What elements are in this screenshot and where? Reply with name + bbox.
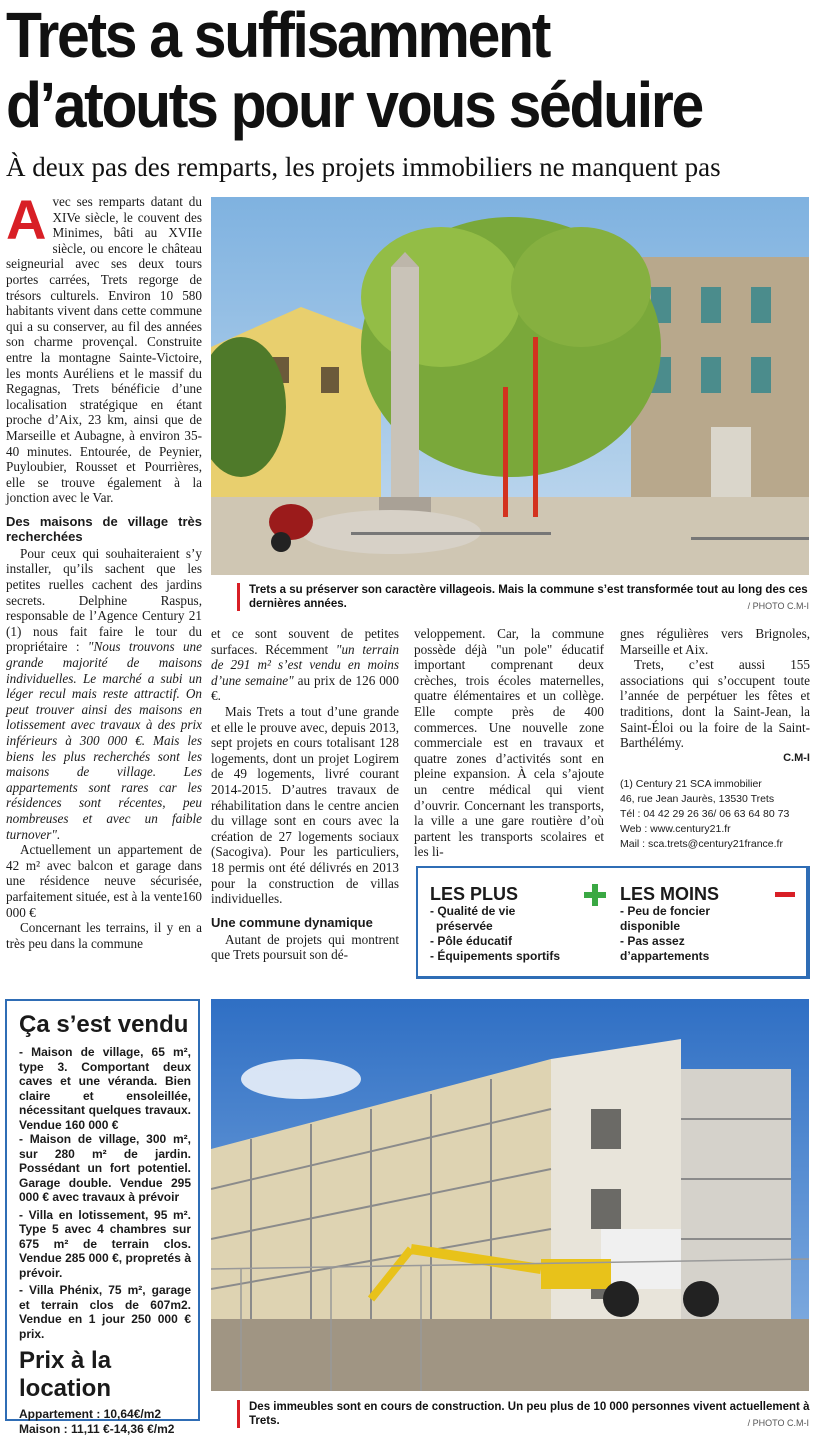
caption-accent-bar [237,1400,240,1428]
plus-item: - Équipements sportifs [430,949,561,963]
article-text: Pour ceux qui souhaiteraient s’y installer, qu’ils sachent que les petites ruelles cachent des jardins secrets. Delphine Raspus, responsable de l’Agence Century 21 (1) nous fait faire le tour du propriétaire : [6,545,202,655]
article-paragraph: Actuellement un appartement de 42 m² avec balcon et garage dans une résidence neuve sécurisée, parfaitement située, est à la vente160 000 € [6,842,202,920]
article-paragraph: vec ses remparts datant du XIVe siècle, le couvent des Minimes, bâti au XVIIe siècle, ou encore le château seigneurial avec ses deux tours portes carrées, Trets regorge de trésors culturels. Environ 10 580 habitants vivent dans cette commune qui a su conserver, au fil des années son charme provençal. Construite entre la montagne Sainte-Victoire, les monts Auréliens et le massif du Regagnas, Trets bénéficie d’une localisation stratégique en étant proche d’Aix, 23 km, ainsi que de Marseille et Aubagne, à environ 35-40 minutes. Entourée, de Peynier, Puyloubier, Rousset et Pourrières, elle se trouve également à la jonction avec le Var. [6,194,202,506]
contact-mail[interactable]: Mail : sca.trets@century21france.fr [620,838,783,850]
article-signature: C.M-I [783,751,810,764]
article-paragraph [211,626,399,704]
moins-item: - Pas assez [620,934,685,948]
plus-moins-box [416,866,810,979]
moins-title: LES MOINS [620,884,720,904]
article-paragraph: Trets, c’est aussi 155 associations qui s’occupent toute l’année de perpétuer les fêtes et traditions, dont la Saint-Jean, la Saint-Éloi ou la foire de la Saint-Barthélémy. [620,657,810,751]
article-column-4 [620,626,810,766]
plus-item: - Pôle éducatif [430,934,513,948]
photo-construction [211,999,809,1391]
rental-maison: Maison : 11,11 €-14,36 €/m2 [19,1421,175,1436]
subtitle: À deux pas des remparts, les projets immobiliers ne manquent pas [6,152,721,182]
agency-contact [620,777,815,852]
sold-title: Ça s’est vendu [19,1011,189,1038]
sold-item: - Maison de village, 65 m², type 3. Comportant deux caves et une véranda. Bien claire et ensoleillée, nécessitant quelques travaux. Vendue 160 000 € [19,1045,191,1132]
photo-2-credit: / PHOTO C.M-I [747,1418,809,1428]
contact-name: (1) Century 21 SCA immobilier [620,778,762,790]
photo-village-square [211,197,809,575]
plus-item: - Qualité de vie [430,904,516,918]
sold-item: - Maison de village, 300 m², sur 280 m² de jardin. Possédant un fort potentiel. Garage double. Vendue 295 000 € avec travaux à prévoir [19,1132,191,1204]
contact-phone: Tél : 04 42 29 26 36/ 06 63 64 80 73 [620,808,790,820]
headline-line-1: Trets a suffisamment [6,0,550,71]
rental-title: Prix à la location [19,1347,112,1402]
photo-2-caption-text: Des immeubles sont en cours de construction. Un peu plus de 10 000 personnes vivent actuellement à Trets. [249,1401,810,1427]
article-paragraph [6,546,202,842]
photo-1-credit: / PHOTO C.M-I [747,601,809,611]
moins-item: disponible [620,919,680,933]
moins-item: d’appartements [620,949,710,963]
article-text: et ce sont souvent de petites surfaces. Récemment [211,626,399,657]
moins-item: - Peu de foncier [620,904,711,918]
village-square-image [211,197,809,575]
sold-properties-box [5,999,200,1436]
moins-section [620,884,800,964]
headline-line-2: d’atouts pour vous séduire [6,69,702,141]
article-paragraph: Mais Trets a tout d’une grande et elle le prouve avec, depuis 2013, sept projets en cours totalisant 128 logements, dont un projet Logirem de 49 logements, livré courant 2014-2015. D’autres travaux de réhabilitation dans le centre ancien du village sont en cours avec la création de 27 logements sociaux (Sacogiva). Pour les particuliers, 18 permis ont été délivrés en 2013 pour la construction de villas individuelles. [211,703,399,907]
plus-section [430,884,610,964]
contact-address: 46, rue Jean Jaurès, 13530 Trets [620,793,775,805]
plus-icon [584,884,606,906]
article-paragraph: veloppement. Car, la commune possède déjà "un pole" éducatif important comprenant deux crèches, trois écoles maternelles, quatre élémentaires et un collège. Elle compte près de 400 commerces. Une nouvelle zone commerciale est en travaux et quatre zones d’activités sont en pleine expansion. À cela s’ajoute un centre médical qui vient d’ouvrir. Concernant les transports, la ville a une gare routière d’où partent les transports scolaires et les li- [414,626,604,860]
contact-web[interactable]: Web : www.century21.fr [620,823,731,835]
article-paragraph: Autant de projets qui montrent que Trets poursuit son dé- [211,931,399,963]
minus-icon [775,892,795,897]
article-column-1 [6,188,202,951]
plus-item: préservée [436,919,493,933]
sold-item: - Villa Phénix, 75 m², garage et terrain clos de 607m2. Vendue en 1 jour 250 000 € prix. [19,1283,191,1341]
article-column-3 [414,626,604,860]
article-quote: "Nous trouvons une grande majorité de maisons individuelles. Le marché a subi un léger recul mais reste attractif. On peut trouver ainsi des maisons en lotissement avec travaux à des prix inférieurs à 300 000 €. Mais les biens les plus recherchés sont les maisons de village. Les appartements sont rares car les résidences sont récentes, peu nombreuses et avec un faible turnover". [6,639,202,842]
sold-list [19,1045,191,1341]
article-paragraph: gnes régulières vers Brignoles, Marseille et Aix. [620,626,810,657]
construction-site-image [211,999,809,1391]
photo-1-caption-text: Trets a su préserver son caractère villageois. Mais la commune s’est transformée tout au long des ces dernières années. [249,584,808,610]
article-paragraph: Concernant les terrains, il y en a très peu dans la commune [6,920,202,951]
section-heading-dynamique: Une commune dynamique [211,914,373,930]
section-heading-maisons: Des maisons de village très recherchées [6,513,202,544]
plus-title: LES PLUS [430,884,519,904]
drop-cap: A [6,188,47,251]
headline [6,0,756,140]
article-text: au prix de 126 000 €. [211,672,399,704]
rental-appartement: Appartement : 10,64€/m2 [19,1407,162,1421]
caption-accent-bar [237,583,240,611]
article-column-2 [211,626,399,963]
sold-item: - Villa en lotissement, 95 m². Type 5 avec 4 chambres sur 675 m² de terrain clos. Vendue 285 000 €, propretés à prévoir. [19,1207,191,1280]
article-quote: "un terrain de 291 m² s’est vendu en moins d’une semaine" [211,641,399,688]
